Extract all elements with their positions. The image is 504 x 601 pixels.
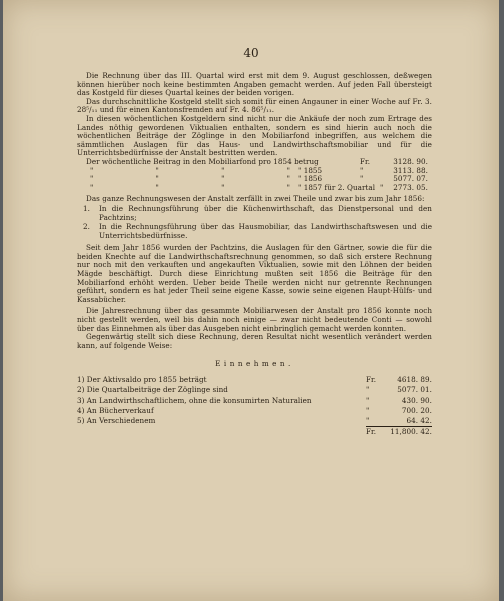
ledger-row <box>77 396 432 406</box>
ditto-marks: " " " " <box>90 165 290 175</box>
paragraph-gegenwaertig: Gegenwärtig stellt sich diese Rechnung, deren Resultat nicht wesentlich verändert werden kann, auf folgende Weise: <box>77 332 432 350</box>
ledger-label: 5) An Verschiedenem <box>77 416 156 426</box>
section-heading: Einnehmen. <box>215 359 294 369</box>
ditto-marks: " " " " <box>90 174 290 184</box>
weekly-intro: Der wöchentliche Beitrag in den Mobiliarfond pro 1854 betrug <box>86 157 319 166</box>
weekly-year: " 1857 für 2. Quartal <box>298 182 376 192</box>
ledger-value: 5077. 01. <box>397 385 432 395</box>
list-item-text: In die Rechnungsführung über das Hausmobiliar, das Landwirthschaftswesen und die Unterrichtsbedürfnisse. <box>99 222 432 240</box>
ledger-row <box>77 406 432 416</box>
ledger-currency: " <box>366 395 370 405</box>
list-item <box>77 205 432 222</box>
paragraph-quartal: Die Rechnung über das III. Quartal wird erst mit dem 9. August geschlossen, deßwegen können hierüber noch keine bestimmten Angaben gemacht werden. Auf jeden Fall übersteigt das Kostgeld für dieses Quartal keines der beiden vorigen. <box>77 71 432 98</box>
weekly-row-1857: " " " " " 1857 für 2. Quartal " 2773. 05. <box>77 184 432 193</box>
weekly-amount: 5077. 07. <box>393 174 428 184</box>
ledger-label: 4) An Bücherverkauf <box>77 405 154 415</box>
document-page <box>3 0 499 601</box>
weekly-amount: 3128. 90. <box>393 156 428 166</box>
ledger-total-currency: Fr. <box>366 426 388 436</box>
ledger-label: 2) Die Quartalbeiträge der Zöglinge sind <box>77 385 228 395</box>
ledger-row <box>77 385 432 395</box>
page-body <box>77 72 432 437</box>
weekly-currency: " <box>360 165 364 175</box>
paragraph-mobiliarfond: In diesen wöchentlichen Kostgeldern sind nicht nur die Ankäufe der noch zum Ertrage des Landes nöthig gewordenen Viktualien enthalten, sondern es sind hierin auch noch die wöchentlichen Beiträge der Zöglinge in den Mobiliarfond inbegriffen, aus welchem die sämmtlichen Auslagen für das Haus- und Landwirthschaftsmobiliar und für die Unterrichtsbedürfnisse der Anstalt bestritten werden. <box>77 113 432 158</box>
ledger-row <box>77 416 432 426</box>
list-item-number: 2. <box>83 222 90 232</box>
ledger-table <box>77 375 432 437</box>
ditto-marks: " " " " <box>90 182 290 192</box>
ledger-total-value: 11,800. 42. <box>388 426 432 436</box>
weekly-currency: Fr. <box>360 156 371 166</box>
paragraph-kostgeld: Das durchschnittliche Kostgeld stellt sich somit für einen Angauner in einer Woche auf Fr. 3. 28⁵/₁₁ und für einen Kantonsfremden auf Fr. 4. 86⁵/₁₁. <box>77 96 432 115</box>
weekly-amount: 3113. 88. <box>393 165 428 175</box>
ledger-label: 1) Der Aktivsaldo pro 1855 beträgt <box>77 375 207 384</box>
paragraph-rechnungswesen: Das ganze Rechnungswesen der Anstalt zerfällt in zwei Theile und zwar bis zum Jahr 1856: <box>86 194 425 204</box>
weekly-currency: " <box>360 174 364 184</box>
weekly-row-1855 <box>77 167 432 176</box>
list-item-text: In die Rechnungsführung über die Küchenwirthschaft, das Dienstpersonal und den Pachtzins; <box>99 203 432 222</box>
weekly-row-1856 <box>77 175 432 184</box>
paragraph-pachtzins: Seit dem Jahr 1856 wurden der Pachtzins, die Auslagen für den Gärtner, sowie die für die beiden Knechte auf die Landwirthschaftsrechnung genommen, so daß sich erstere Rechnung nur noch mit den verkauften und angekauften Viktualien, sowie mit den Löhnen der beiden Mägde beschäftigt. Durch diese Einrichtung mußten seit 1856 die Beiträge für den Mobiliarfond erhöht werden. Ueber beide Theile werden nicht nur getrennte Rechnungen geführt, sondern es hat jeder Theil seine eigene Kasse, sowie seine eigenen Haupt-Hülfs- und Kassabücher. <box>77 243 432 304</box>
ledger-currency: " <box>366 405 370 415</box>
ledger-label: 3) An Landwirthschaftlichem, ohne die konsumirten Naturalien <box>77 395 312 405</box>
ledger-value: 700. 20. <box>401 405 432 415</box>
ledger-value: 430. 90. <box>401 395 432 405</box>
ledger-currency: " <box>366 416 370 426</box>
weekly-row-1854 <box>77 158 432 167</box>
weekly-amount: 2773. 05. <box>393 182 428 192</box>
ledger-total-row <box>77 426 432 436</box>
ledger-row <box>77 375 432 385</box>
list-item <box>77 223 432 240</box>
page-number: 40 <box>243 46 259 60</box>
weekly-year: " 1856 <box>298 174 323 184</box>
ledger-currency: " <box>366 385 370 395</box>
ledger-value: 4618. 89. <box>397 375 432 384</box>
ledger-value: 64. 42. <box>406 416 432 426</box>
weekly-year: " 1855 <box>298 165 323 175</box>
ledger-currency: Fr. <box>366 375 377 384</box>
list-item-number: 1. <box>83 203 90 213</box>
paragraph-jahresrechnung: Die Jahresrechnung über das gesammte Mobiliarwesen der Anstalt pro 1856 konnte noch nicht gestellt werden, weil bis dahin noch einige — zwar nicht bedeutende Conti — sowohl über das Einnehmen als über das Ausgeben nicht einbringlich gemacht werden konnten. <box>77 306 432 333</box>
